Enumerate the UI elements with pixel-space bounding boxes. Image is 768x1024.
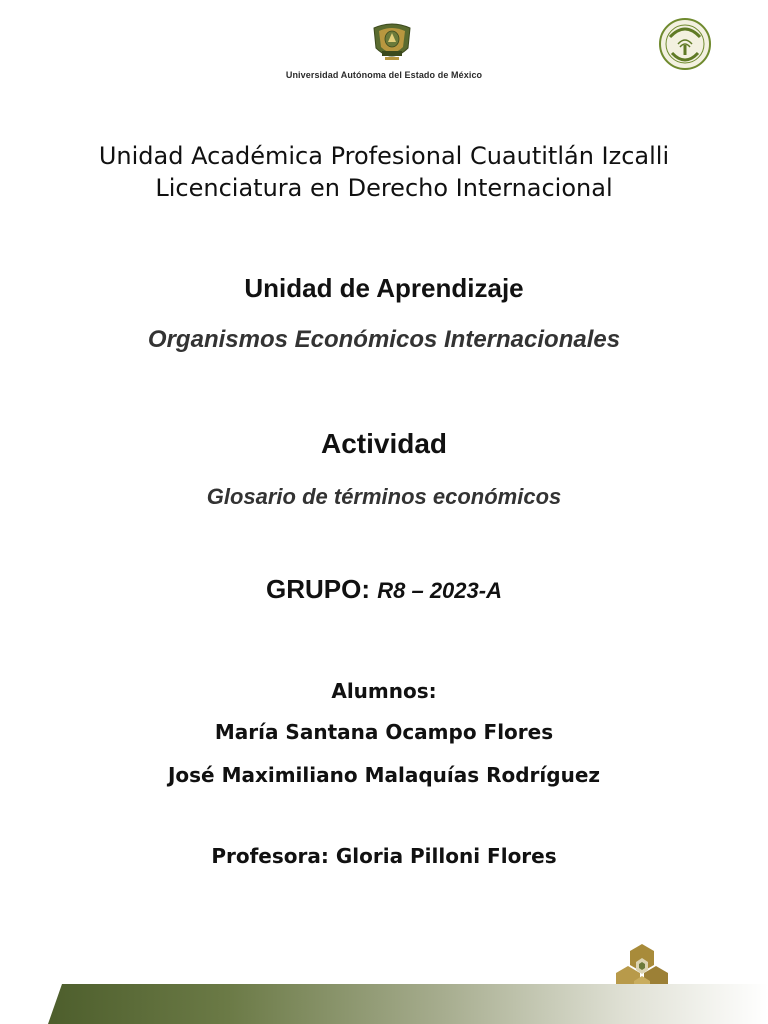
professor-line: Profesora: Gloria Pilloni Flores [211,844,557,868]
group-label: GRUPO: [266,574,378,604]
activity-title: Glosario de términos económicos [206,484,562,509]
students-heading: Alumnos: [331,679,437,703]
course-title: Organismos Económicos Internacionales [147,326,621,353]
university-name: Universidad Autónoma del Estado de México [285,70,483,80]
group-line [0,573,768,607]
uapci-seal-icon [658,17,712,71]
uaem-crest-icon [368,18,416,66]
student-name: José Maximiliano Malaquías Rodríguez [167,763,601,787]
activity-heading: Actividad [320,428,448,459]
learning-unit-heading: Unidad de Aprendizaje [244,273,524,303]
group-value: R8 – 2023-A [377,578,502,603]
student-name: María Santana Ocampo Flores [214,720,554,744]
decorative-bottom-band [48,984,768,1024]
program-name: Licenciatura en Derecho Internacional [155,174,613,202]
unit-name: Unidad Académica Profesional Cuautitlán Izcalli [98,142,670,170]
